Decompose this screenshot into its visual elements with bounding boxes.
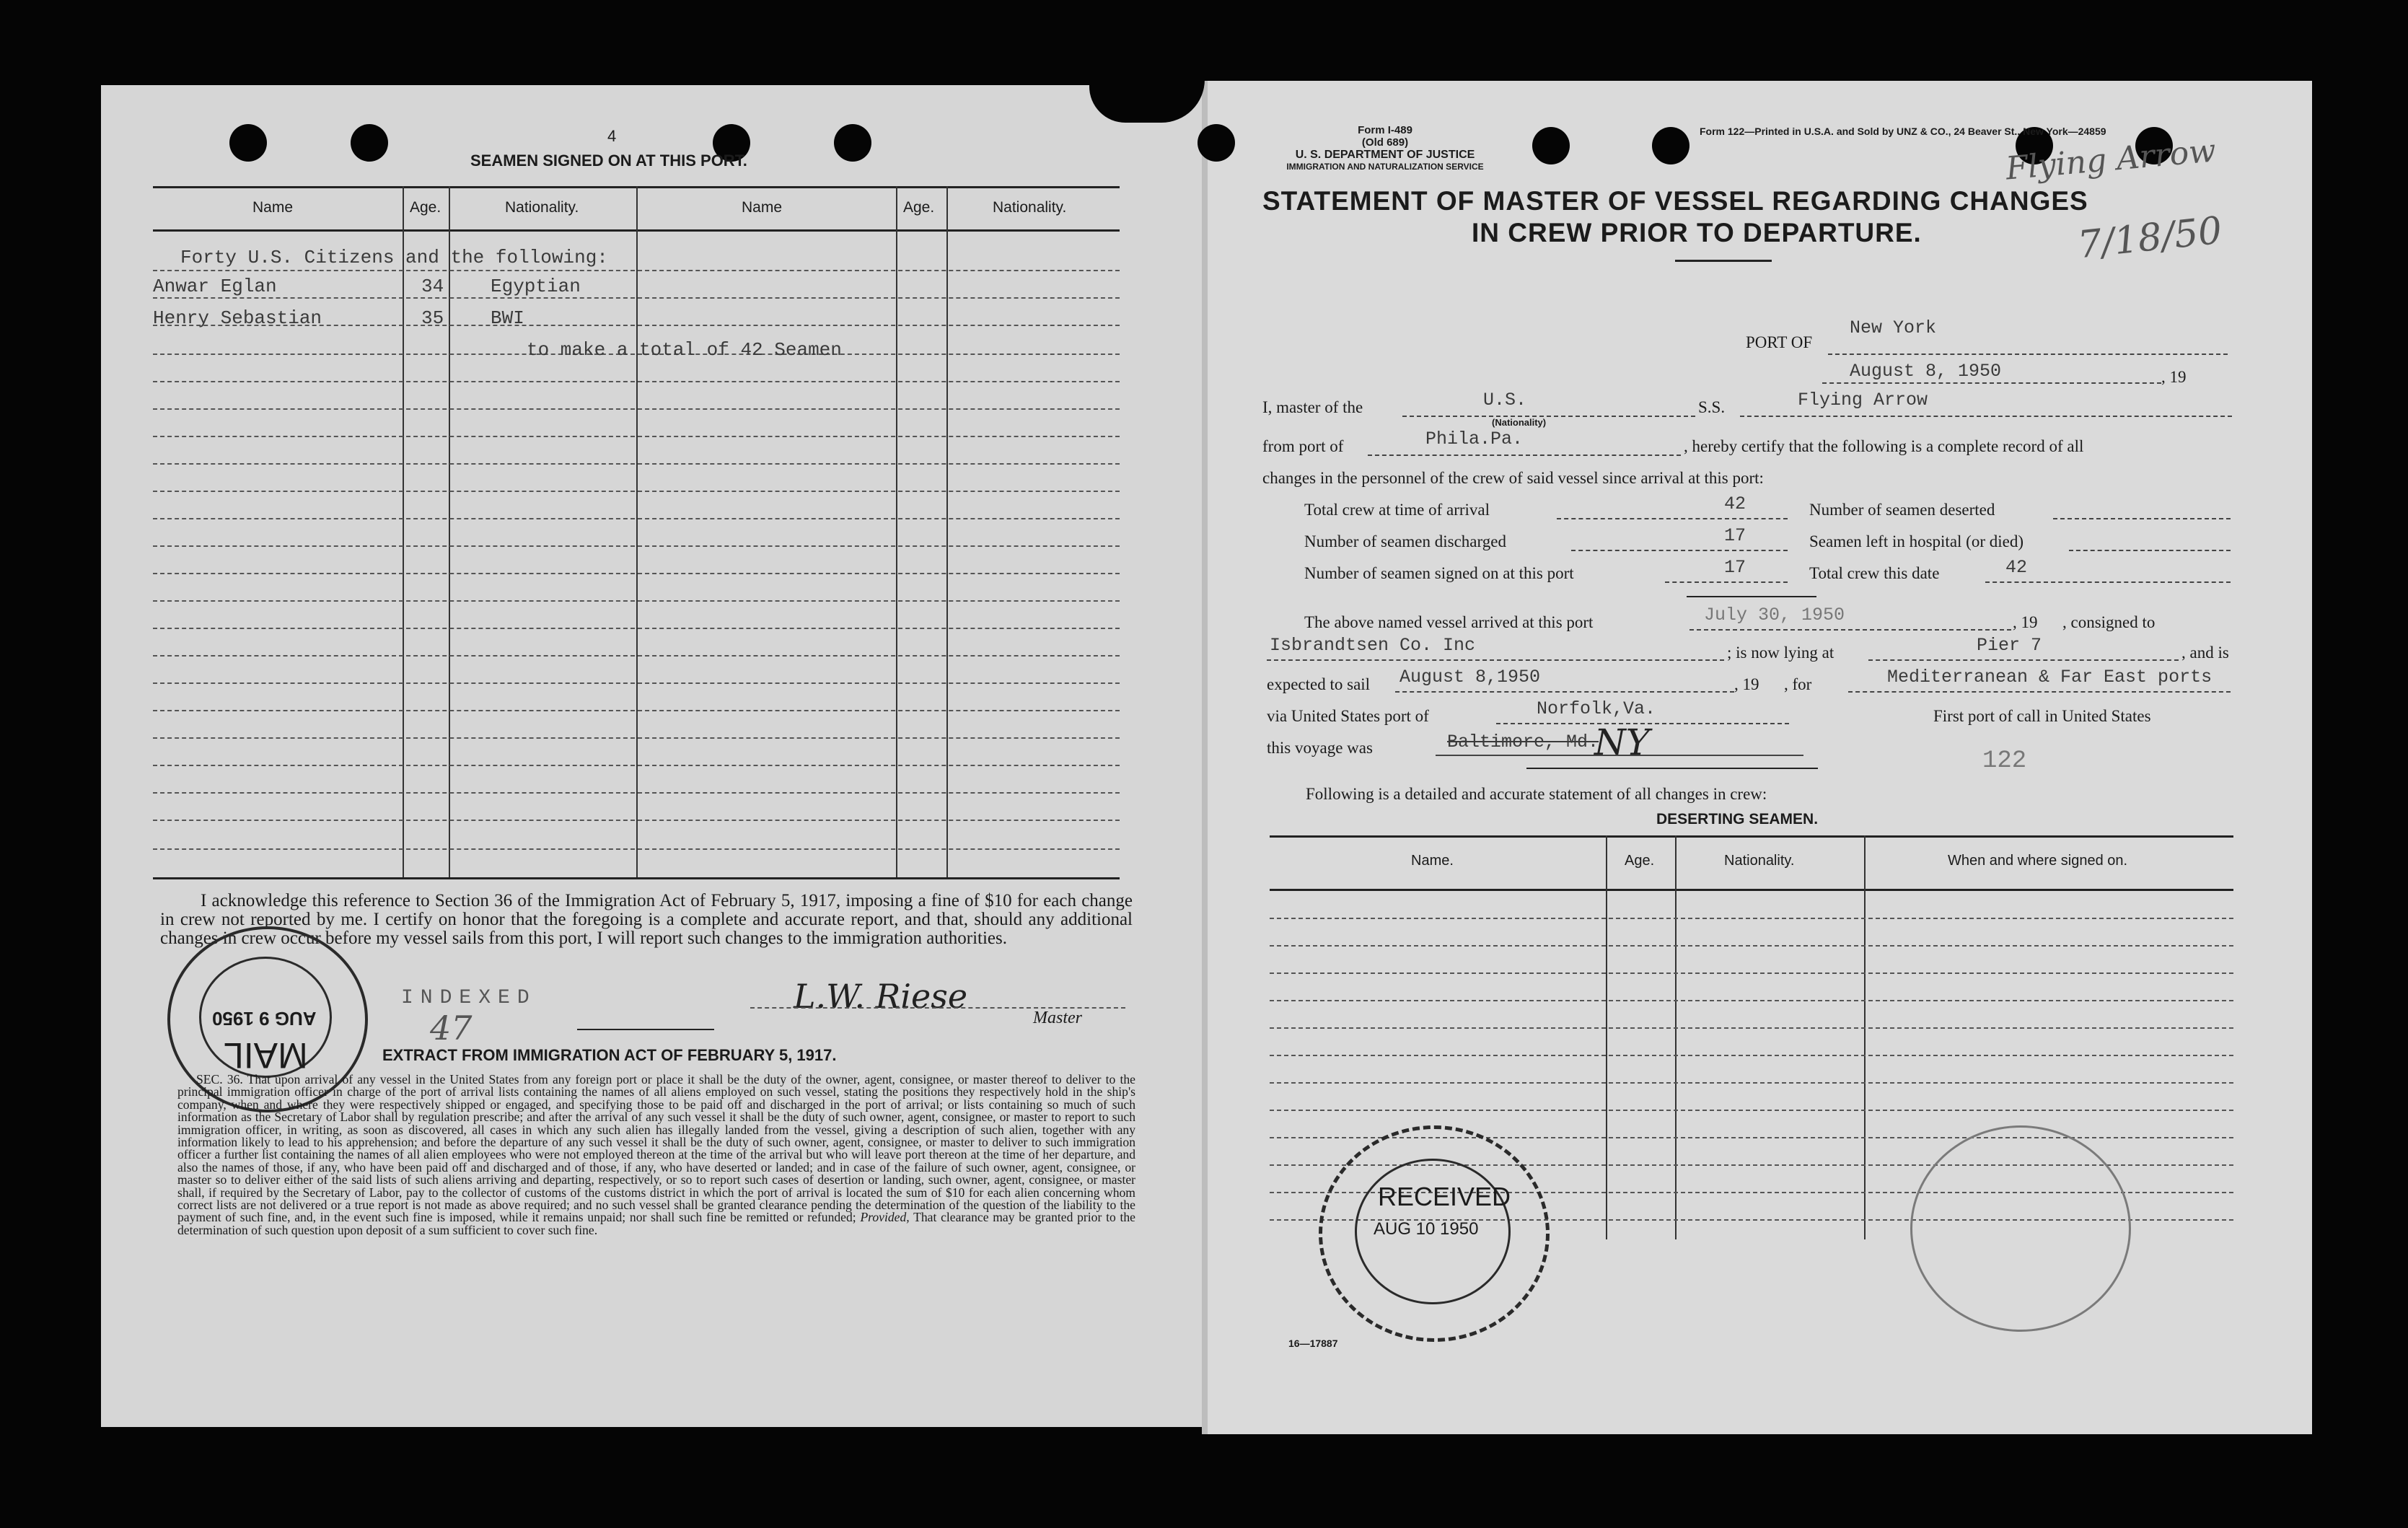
ss-label: S.S. [1698,398,1726,416]
column-header: Name [252,199,294,216]
column-header: Age. [1625,853,1655,869]
punch-hole [351,124,388,162]
signed-on-label: Number of seamen signed on at this port [1304,564,1574,582]
port-value: New York [1850,317,1937,338]
ship-name: Flying Arrow [1798,390,1928,410]
consigned-label: , 19 , consigned to [2013,613,2156,631]
form-id-block [1270,124,1500,172]
master-label: Master [1033,1009,1082,1027]
mail-stamp-word: MAIL [224,1035,308,1076]
voyage-value: Baltimore, Md. [1447,732,1599,752]
extract-text [177,1073,1135,1237]
form-title-line1: STATEMENT OF MASTER OF VESSEL REGARDING CHANGES [1262,186,2088,216]
punch-hole [1198,124,1235,162]
first-call-label: First port of call in United States [1933,707,2151,725]
table-cell: 34 [421,276,444,297]
mail-stamp-date: AUG 9 1950 [212,1008,317,1029]
punch-hole [1652,127,1689,164]
for-label: , 19 , for [1734,675,1812,693]
changes-text: changes in the personnel of the crew of said vessel since arrival at this port: [1262,469,1764,487]
column-header: Nationality. [993,199,1067,216]
form-old-number: (Old 689) [1361,136,1409,149]
column-header: Name. [1411,853,1454,869]
form-number: Form I-489 [1358,124,1412,136]
master-signature: L.W. Riese [794,977,968,1016]
consignee-value: Isbrandtsen Co. Inc [1270,635,1476,656]
nationality-value: U.S. [1483,390,1527,410]
punch-hole [229,124,267,162]
year-suffix: , 19 [2161,368,2187,386]
total-date-label: Total crew this date [1809,564,1940,582]
and-is-text: , and is [2181,644,2229,662]
faint-stamp [1910,1125,2131,1332]
column-header: Name [742,199,783,216]
indexed-number: 47 [430,1009,473,1048]
via-value: Norfolk,Va. [1537,698,1656,719]
table-cell: Henry Sebastian [153,307,322,329]
voyage-label: this voyage was [1267,739,1373,757]
total-date-value: 42 [2005,557,2028,578]
extract-tail: That clearance may be granted prior to the determination of such question upon deposit of a sum sufficient to cover such fine. [177,1210,1135,1237]
deserting-title: DESERTING SEAMEN. [1656,811,1819,827]
arrived-value: July 30, 1950 [1704,605,1845,625]
column-header: Nationality. [1724,853,1795,869]
lying-value: Pier 7 [1977,635,2042,656]
column-header: When and where signed on. [1948,853,2128,869]
expected-label: expected to sail [1267,675,1371,693]
acknowledgement-text: I acknowledge this reference to Section 36 of the Immigration Act of February 5, 1917, imposing a fine of $10 for each change in crew not reported by me. I certify on honor that the foregoing is a complete and accurate report, and that, should any additional changes in crew occur before my vessel sails from this port, I will report such changes to the immigration authorities. [160,891,1133,948]
received-stamp-date: AUG 10 1950 [1374,1219,1479,1239]
service: IMMIGRATION AND NATURALIZATION SERVICE [1286,162,1484,172]
port-label: PORT OF [1746,333,1813,351]
column-header: Age. [903,199,935,216]
punch-hole [834,124,871,162]
footer-code: 16—17887 [1288,1338,1338,1349]
punch-hole [1532,127,1570,164]
table-cell: 35 [421,307,444,329]
table-cell: BWI [491,307,524,329]
from-port-label: from port of [1262,437,1344,455]
handwritten-date: 7/18/50 [2075,208,2225,268]
page-fold [1202,81,1208,1434]
handwritten-number: 122 [1982,747,2027,775]
deserted-label: Number of seamen deserted [1809,501,1995,519]
column-header: Nationality. [505,199,579,216]
signed-on-value: 17 [1724,557,1746,578]
master-of-label: I, master of the [1262,398,1363,416]
hospital-label: Seamen left in hospital (or died) [1809,532,2024,550]
following-text: Following is a detailed and accurate statement of all changes in crew: [1306,785,1767,803]
printer-line: Form 122—Printed in U.S.A. and Sold by UNZ & CO., 24 Beaver St., New York—24859 [1700,126,2106,137]
lying-label: ; is now lying at [1727,644,1834,662]
extract-body: That upon arrival of any vessel in the United States from any foreign port or place it shall be the duty of the owner, agent, consignee, or master thereof to deliver to the principal immigration officer in charge of the port of arrival lists containing the names of all aliens employed on such vessel, stating the positions they respectively hold in the ship's company, when and where they were respectively shipped or engaged, and specifying those to be paid off and discharged in the port of arrival; or lists containing so much of such information as the Secretary of Labor shall by regulation prescribe; and after the arrival of any such vessel it shall be the duty of such owner, agent, consignee, or master to report to such immigration officer, in writing, as soon as discovered, all cases in which any such alien has illegally landed from the vessel, giving a description of such alien, together with any information likely to lead to his apprehension; and before the departure of any such vessel it shall be the duty of such owner, agent, consignee, or master to deliver to such immigration officer a further list containing the names of all alien employees who were not employed thereon at the time of the arrival but who will leave port thereon at the time of her departure, and also the names of those, if any, who have been paid off and discharged and of those, if any, who have deserted or landed; and in case of the failure of such owner, agent, consignee, or master so to deliver either of the said lists of such aliens arriving and departing, respectively, or so to report such cases of desertion or landing, such owner, agent, consignee, or master shall, if required by the Secretary of Labor, pay to the collector of customs of the customs district in which the port of arrival is located the sum of $10 for each alien concerning whom correct lists are not delivered or a true report is not made as above required; and no such vessel shall be granted clearance pending the determination of the question of the liability to the payment of such fine, and, in the event such fine is imposed, while it remains unpaid; nor shall such fine be remitted or refunded; [177,1072,1135,1225]
nationality-caption: (Nationality) [1492,417,1547,428]
total-arrival-value: 42 [1724,493,1746,514]
column-header: Age. [410,199,441,216]
indexed-stamp: INDEXED [401,987,537,1009]
table-cell: Anwar Eglan [153,276,277,297]
discharged-value: 17 [1724,525,1746,546]
discharged-label: Number of seamen discharged [1304,532,1506,550]
destination-value: Mediterranean & Far East ports [1887,667,2213,688]
section-title: SEAMEN SIGNED ON AT THIS PORT. [470,152,747,170]
extract-title: EXTRACT FROM IMMIGRATION ACT OF FEBRUARY 5, 1917. [382,1046,837,1064]
table-cell: Egyptian [491,276,581,297]
proviso-word: Provided, [860,1210,910,1225]
voyage-handwritten: NY [1594,721,1650,763]
department: U. S. DEPARTMENT OF JUSTICE [1295,149,1475,161]
total-arrival-label: Total crew at time of arrival [1304,501,1490,519]
handwritten-ship-name: Flying Arrow [2004,132,2218,188]
expected-value: August 8,1950 [1399,667,1541,688]
sec-label: SEC. 36. [196,1072,243,1086]
page-number: 4 [607,127,617,145]
date-value: August 8, 1950 [1850,361,2002,382]
arrived-label: The above named vessel arrived at this port [1304,613,1594,631]
certify-text: , hereby certify that the following is a complete record of all [1684,437,2084,455]
total-line: to make a total of 42 Seamen [527,339,842,361]
via-label: via United States port of [1267,707,1429,725]
received-stamp-word: RECEIVED [1378,1182,1511,1211]
entry-line: Forty U.S. Citizens and the following: [180,247,608,268]
form-title-line2: IN CREW PRIOR TO DEPARTURE. [1472,218,1922,247]
from-port-value: Phila.Pa. [1425,429,1524,449]
